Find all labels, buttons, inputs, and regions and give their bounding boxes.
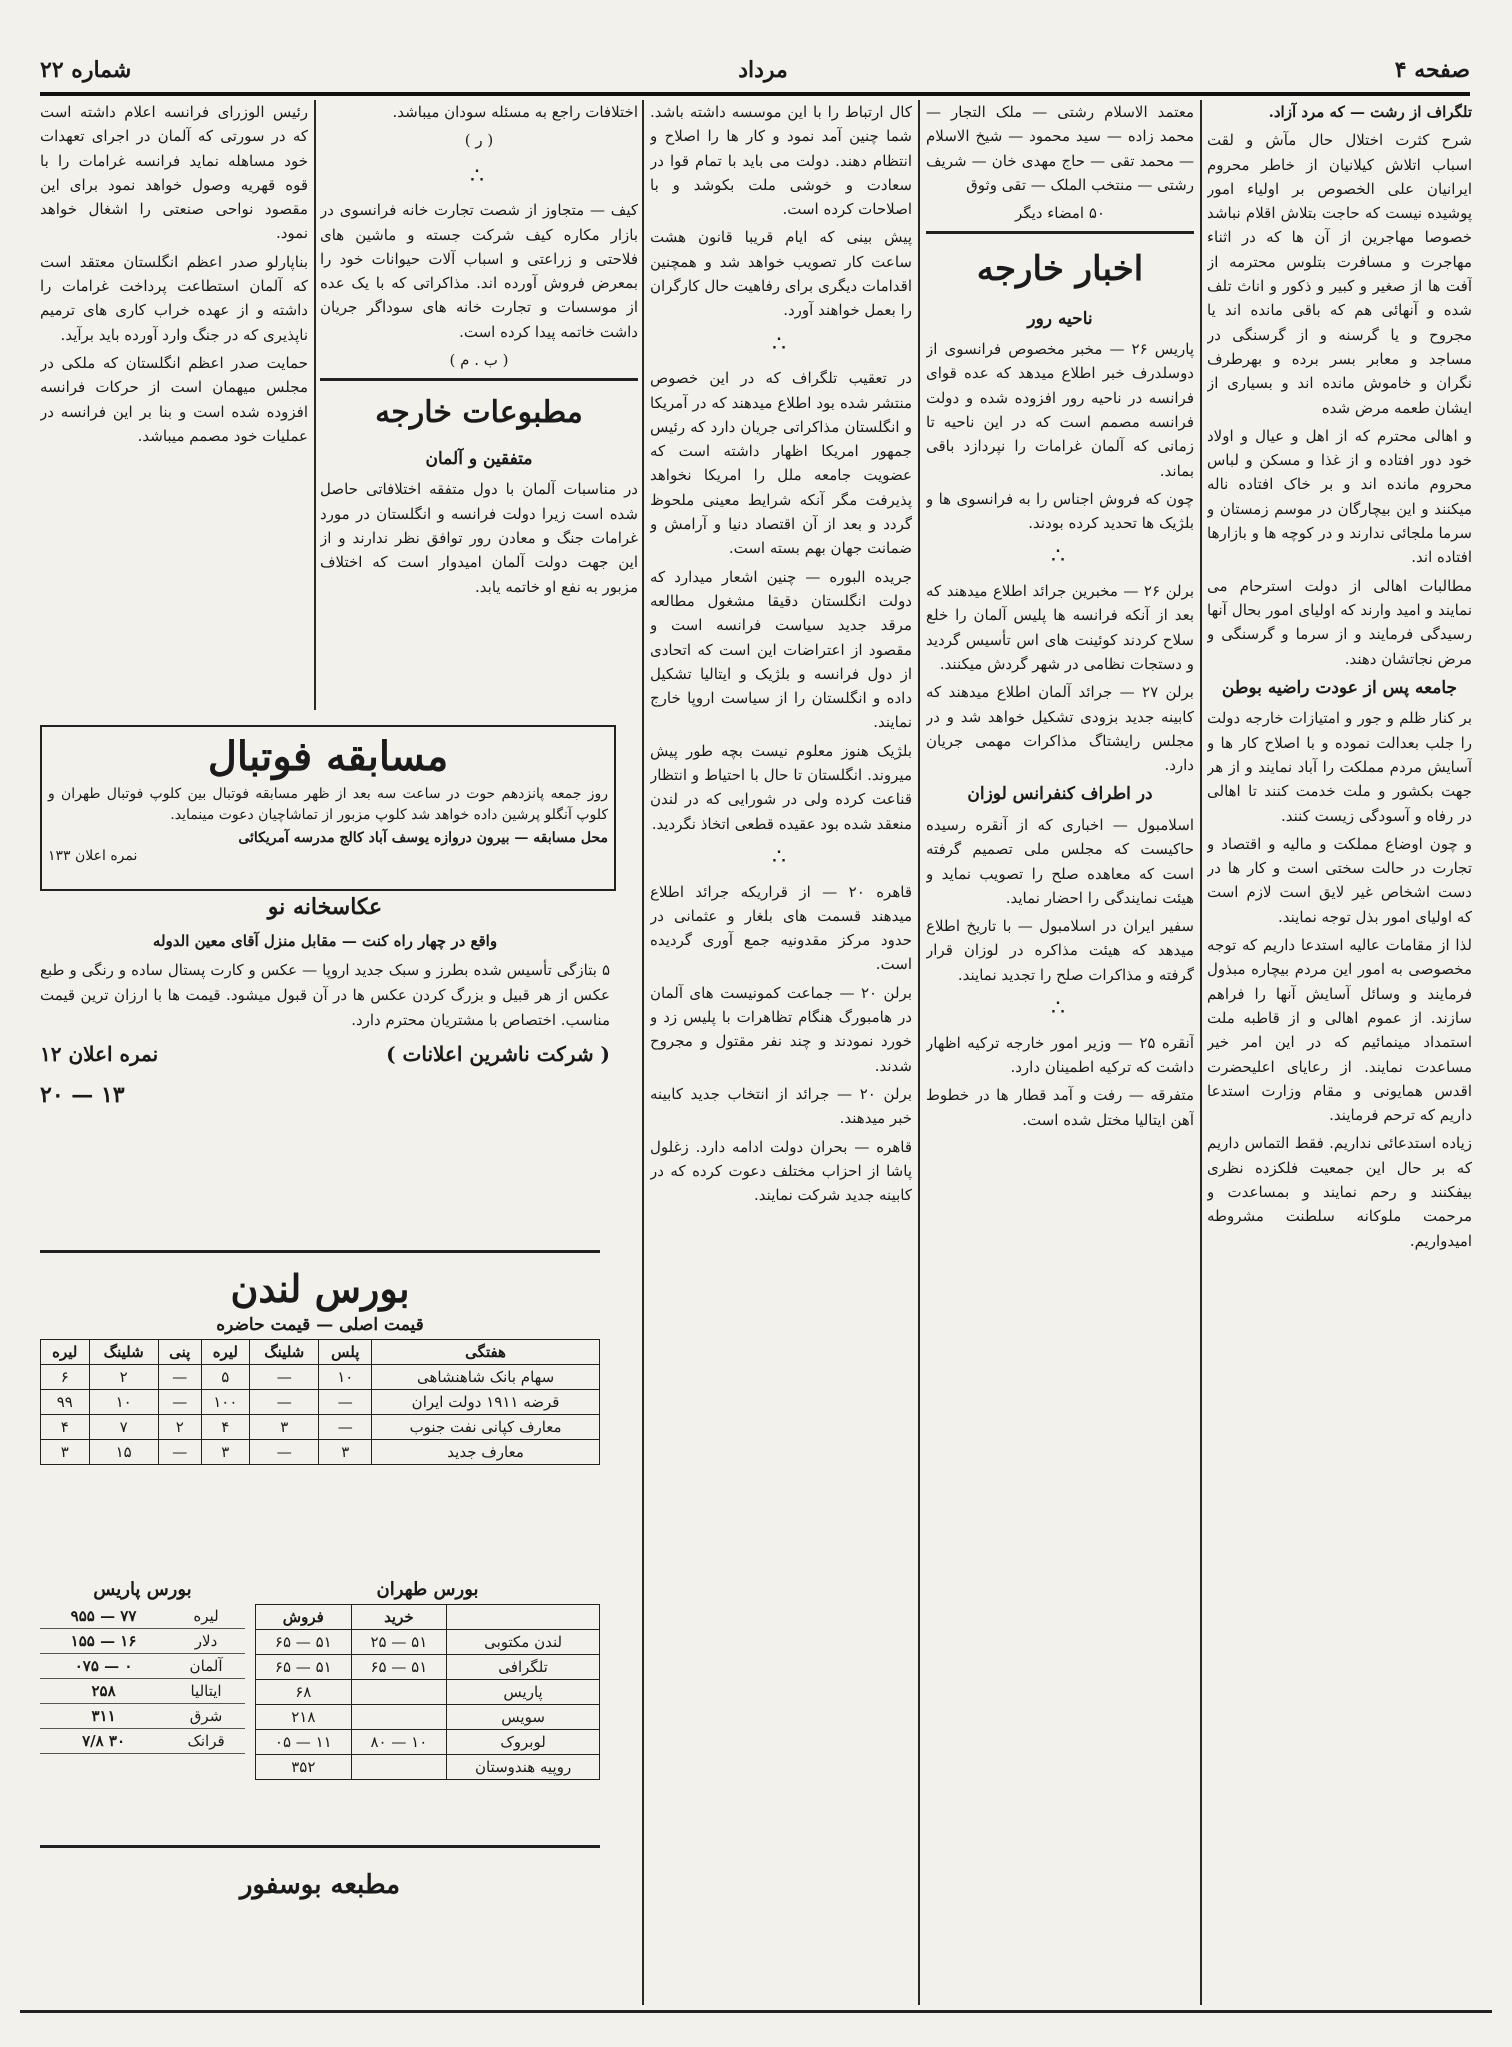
page-date: مرداد [738, 57, 788, 83]
col1-subhead: جامعه پس از عودت راضیه بوطن [1221, 677, 1458, 698]
table-cell: — [158, 1365, 201, 1390]
col2-paragraph: چون که فروش اجناس را به فرانسوی ها و بلژیک ها تحدید کرده بودند. [926, 489, 1194, 533]
header-cell: شلینگ [89, 1340, 158, 1365]
column-divider [918, 100, 920, 2005]
table-cell: ۳ [41, 1440, 90, 1465]
col2-paragraph: متفرقه — رفت و آمد قطار ها در خطوط آهن ایتالیا مختل شده است. [926, 1086, 1194, 1129]
page-label: صفحه ۴ [1394, 57, 1470, 83]
table-cell: ۳۵۲ [256, 1755, 352, 1780]
table-cell: ۵۱ — ۶۵ [256, 1655, 352, 1680]
table-cell: لیره [167, 1604, 245, 1629]
column-2 [926, 100, 1194, 2000]
header-cell: لیره [201, 1340, 249, 1365]
separator-dots: ∴ [1051, 996, 1069, 1022]
table-cell: آلمان [167, 1654, 245, 1679]
table-row [41, 1440, 600, 1465]
table-cell: — [250, 1390, 319, 1415]
football-ad-number: نمره اعلان ۱۳۳ [48, 848, 138, 864]
col2-paragraph: برلن ۲۶ — مخبرین جرائد اطلاع میدهند که بعد از آنکه فرانسه ها پلیس آلمان را خلع سلاح کردند کوئینت های اس تأسیس گردید و دستجات نظامی در شهر گردش میکنند. [926, 582, 1194, 673]
column-divider [314, 100, 316, 710]
col1-lead: تلگراف از رشت — که مرد آزاد. [1268, 103, 1472, 121]
table-row [256, 1755, 600, 1780]
table-cell: سویس [447, 1705, 600, 1730]
photo-ad-footer [40, 1038, 610, 1071]
col2-names: معتمد الاسلام رشتی — ملک التجار — محمد زاده — سید محمود — شیخ الاسلام — محمد تقی — حاج مهدی خان — شریف رشتی — منتخب الملک — تقی وثوق [926, 103, 1194, 194]
paris-bourse-table [40, 1604, 245, 1754]
separator-dots: ∴ [772, 331, 790, 357]
ruhr-subtitle: ناحیه رور [1027, 308, 1093, 329]
football-ad [40, 725, 616, 891]
table-cell: ۶ [41, 1365, 90, 1390]
page-header [40, 52, 1470, 88]
col3-paragraph: قاهره — بحران دولت ادامه دارد. زغلول پاشا از احزاب مختلف دعوت کرده که در کابینه جدید شرکت نمایند. [650, 1137, 912, 1205]
table-header-row [41, 1340, 600, 1365]
col3-paragraph: برلن ۲۰ — جماعت کمونیست های آلمان در هامبورگ هنگام تظاهرات با پلیس زد و خورد نمودند و چند نفر مقتول و مجروح شدند. [650, 983, 912, 1075]
table-cell: ۲ [89, 1365, 158, 1390]
table-cell: ۱۶ — ۱۵۵ [40, 1629, 167, 1654]
paris-bourse-title: بورس پاریس [93, 1579, 192, 1600]
table-cell: — [158, 1440, 201, 1465]
photo-studio-ad [40, 885, 610, 1245]
table-cell: ۵ [201, 1365, 249, 1390]
col3-paragraph: قاهره ۲۰ — از قراریکه جرائد اطلاع میدهند قسمت های بلغار و عثمانی در حدود مرکز مقدونیه جمع آوری گردیده است. [650, 882, 912, 974]
col3-paragraph: بلژیک هنوز معلوم نیست بچه طور پیش میروند. انگلستان تا حال با احتیاط و انتظار قناعت کرده ولی در شورایی که در لندن منعقد شده بود عقیده قطعی اتخاذ نگردید. [650, 741, 912, 833]
table-cell: ۶۸ [256, 1680, 352, 1705]
col2-paragraph: آنقره ۲۵ — وزیر امور خارجه ترکیه اظهار داشت که ترکیه اطمینان دارد. [926, 1033, 1194, 1076]
table-row [41, 1365, 600, 1390]
printer-imprint: مطبعه بوسفور [239, 1870, 401, 1900]
table-cell: دلار [167, 1629, 245, 1654]
table-row [256, 1655, 600, 1680]
table-cell: ۵۱ — ۶۵ [256, 1630, 352, 1655]
london-bourse-subtitle: قیمت اصلی — قیمت حاضره [216, 1315, 424, 1335]
table-row [256, 1630, 600, 1655]
ad-code: ۱۳ — ۲۰ [40, 1082, 125, 1109]
table-cell: ۱۰ [89, 1390, 158, 1415]
header-cell [447, 1605, 600, 1630]
table-cell: — [250, 1440, 319, 1465]
lausanne-subhead: در اطراف کنفرانس لوزان [967, 784, 1153, 805]
allies-germany-subhead: متفقین و آلمان [425, 448, 533, 469]
col2-paragraph: سفیر ایران در اسلامبول — با تاریخ اطلاع میدهد که هیئت مذاکره در لوزان قرار گرفته و مذاکرات صلح را تجدید نمایند. [926, 917, 1194, 984]
table-cell: ۲۵۸ [40, 1679, 167, 1704]
col4-signature: ( ب . م ) [449, 351, 509, 369]
table-cell: ۲۱۸ [256, 1705, 352, 1730]
table-row [40, 1729, 245, 1754]
table-cell: ۷ [89, 1415, 158, 1440]
header-cell: هفتگی [372, 1340, 600, 1365]
photo-ad-number: نمره اعلان ۱۲ [40, 1042, 159, 1067]
separator-dots: ∴ [772, 844, 790, 870]
header-rule [40, 92, 1470, 96]
table-row [41, 1390, 600, 1415]
col1-paragraph: و اهالی محترم که از اهل و عیال و اولاد خود دور افتاده و از غذا و مسکن و لباس محروم مانده اند و بر خاک افتاده ناله میکنند و این بیچارگان در موسم زمستان و سرما ملجائی ندارند و در کوچه ها و بازارها افتاده اند. [1207, 426, 1472, 567]
tehran-bourse-title: بورس طهران [376, 1579, 479, 1600]
table-cell: ۲ [158, 1415, 201, 1440]
table-cell: سهام بانک شاهنشاهی [372, 1365, 600, 1390]
table-cell: ۱۰۰ [201, 1390, 249, 1415]
col3-paragraph: برلن ۲۰ — جرائد از انتخاب جدید کابینه خبر میدهند. [650, 1084, 912, 1128]
section-rule [40, 1250, 600, 1253]
table-cell: معارف جدید [372, 1440, 600, 1465]
col2-paragraph: برلن ۲۷ — جرائد آلمان اطلاع میدهند که کابینه جدید بزودی تشکیل خواهد شد و در مجلس رایشتاگ مذاکرات مهمی جریان دارد. [926, 683, 1194, 775]
table-cell: — [250, 1365, 319, 1390]
foreign-news-title: اخبار خارجه [976, 249, 1144, 290]
table-row [40, 1604, 245, 1629]
london-bourse-title: بورس لندن [230, 1266, 410, 1311]
col1-paragraph: لذا از مقامات عالیه استدعا داریم که توجه مخصوصی به امور این مردم بیچاره مبذول فرمایند و وسائل آسایش آنها را فراهم سازند. از عموم اهالی و از قاطبه ملت استمداد مینمائیم که در این امر خیر مساعدت نمایند. از رعایای اعلیحضرت اقدس همایونی و مقام وزارت استدعا داریم که ترحم فرمایند. [1207, 936, 1472, 1125]
table-cell: پاریس [447, 1680, 600, 1705]
table-cell: قرانک [167, 1729, 245, 1754]
table-cell: قرضه ۱۹۱۱ دولت ایران [372, 1390, 600, 1415]
table-cell: شرق [167, 1704, 245, 1729]
issue-number: شماره ۲۲ [40, 57, 132, 83]
col2-signatures: ۵۰ امضاء دیگر [1015, 204, 1105, 223]
table-row [256, 1680, 600, 1705]
table-cell: ۱۰ [319, 1365, 372, 1390]
column-1 [1207, 100, 1472, 2000]
section-rule [40, 1845, 600, 1848]
table-row [256, 1730, 600, 1755]
col3-paragraph: پیش بینی که ایام قریبا قانون هشت ساعت کار تصویب خواهد شد و همچنین اقدامات دیگری برای رفاهیت حال کارگران را بعمل خواهند آورد. [650, 228, 912, 320]
col4-top-text: اختلافات راجع به مسئله سودان میباشد. [392, 103, 638, 121]
col3-paragraph: در تعقیب تلگراف که در این خصوص منتشر شده بود اطلاع میدهند که در آمریکا و انگلستان مذاکراتی جریان دارد که رئیس جمهور امریکا اظهار داشته است که عضویت جامعه ملل را امریکا نخواهد پذیرفت مگر آنکه شرایط معینی ملحوظ گردد و بعد از آن اقتصاد دنیا و آرامش و ضمانت جهان بهم بسته است. [650, 369, 912, 558]
header-cell: لیره [41, 1340, 90, 1365]
table-cell: ۳۱۱ [40, 1704, 167, 1729]
column-divider [642, 100, 644, 2005]
col1-paragraph: بر کنار ظلم و جور و امتیازات خارجه دولت را جلب بعدالت نموده و با اصلاح کار ها و آسایش مردم مملکت را آباد نمایند و از هر جهت بکشور و ملت خدمت کنند تا اهالی در رفاه و آسودگی زیست کنند. [1207, 709, 1472, 825]
football-title: مسابقه فوتبال [207, 733, 449, 780]
header-cell: فروش [256, 1605, 352, 1630]
table-row [40, 1629, 245, 1654]
table-row [256, 1705, 600, 1730]
column-4 [320, 100, 638, 710]
table-cell: ۵۱ — ۶۵ [351, 1655, 447, 1680]
table-cell: ۵۱ — ۲۵ [351, 1630, 447, 1655]
photo-studio-title: عکاسخانه نو [267, 894, 383, 920]
col3-paragraph: جریده البوره — چنین اشعار میدارد که دولت انگلستان دقیقا مشغول مطالعه مرقد جدید سیاست فرانسه است و مقصود از اعتراضات این است که اتحادی از دول فرانسه و بلژیک و ایتالیا تشکیل داده و انگلستان را از سیاست اروپا خارج نمایند. [650, 567, 912, 732]
table-row [41, 1415, 600, 1440]
column-divider [1200, 100, 1202, 2005]
table-cell: معارف کپانی نفت جنوب [372, 1415, 600, 1440]
table-cell: ۱۱ — ۰۵ [256, 1730, 352, 1755]
photo-studio-address: واقع در چهار راه کنت — مقابل منزل آقای معین الدوله [152, 932, 498, 951]
paris-bourse [40, 1575, 245, 1825]
footer-rule [20, 2010, 1492, 2013]
col1-paragraph: شرح کثرت اختلال حال مآش و لقت اسباب اتلاش کیلانیان از خاطر محروم ایرانیان علی الخصوص بر اولیاء امور پوشیده نیست که حاجت بتلاش اقلام نباشد خصوصا مهاجرین از آن ها که در اثناء مهاجرت و مسافرت بتلوس محترمه از آفت ها از صغیر و کبیر و ذکور و اناث تلف شده و آنهائی هم که باقی مانده اند یا مجروح و یا گرسنه و از گرسنگی در مساجد و معابر بسر برده و بهرطرف نگران و خاموش مانده اند و بسیاری از ایشان طعمه مرض شده [1207, 131, 1472, 417]
header-cell: پنی [158, 1340, 201, 1365]
col2-paragraph: اسلامبول — اخباری که از آنقره رسیده حاکیست که مجلس ملی تصمیم گرفته است که معاهده صلح را تصویب نماید و هیئت نمایندگی را احضار نماید. [926, 816, 1194, 907]
table-cell [351, 1755, 447, 1780]
column-3 [650, 100, 912, 2000]
table-cell: ۱۵ [89, 1440, 158, 1465]
table-row [40, 1654, 245, 1679]
col1-paragraph: مطالبات اهالی از دولت استرحام می نمایند و امید وارند که اولیای امور بحال آنها رسیدگی فرمایند و از سرما و گرسنگی و مرض نجاتشان دهند. [1207, 576, 1472, 668]
col2-paragraph: پاریس ۲۶ — مخبر مخصوص فرانسوی از دوسلدرف خبر اطلاع میدهد که عده قوای فرانسه در ناحیه رور افزوده شده و دولت فرانسه مصمم است که در این ناحیه تا زمانی که آلمان غرامات را نپردازد باقی بماند. [926, 340, 1194, 480]
table-cell [351, 1680, 447, 1705]
table-cell: ۳ [319, 1440, 372, 1465]
table-cell: — [319, 1415, 372, 1440]
table-cell: ۷۷ — ۹۵۵ [40, 1604, 167, 1629]
table-cell [351, 1705, 447, 1730]
col4-paragraph: در مناسبات آلمان با دول متفقه اختلافاتی حاصل شده است زیرا دولت فرانسه و انگلستان در مورد غرامات جنگ و معادن رور توافق نظر ندارند و از این جهت دولت آلمان امیدوار است که اختلاف مزبور به نفع او خاتمه یابد. [320, 480, 638, 596]
football-place: محل مسابقه — بیرون دروازه یوسف آباد کالج مدرسه آمریکائی [238, 830, 608, 846]
column-5: رئیس الوزرای فرانسه اعلام داشته است که در سورتی که آلمان در اجرای تعهدات خود مساهله نماید فرانسه غرامات را با قوه قهریه وصول خواهد نمود برای این مقصود نواحی صنعتی را اشغال خواهد نمود. بناپارلو صدر اعظم انگلستان معتقد است که آلمان استطاعت پرداخت غرامات را داشته و از عهده خراب کاری های ترمیم ناپذیری که در جنگ وارد آورده باید برآید. حمایت صدر اعظم انگلستان که ملکی در مجلس میهمان است از حرکات فرانسه افزوده شده است و بنا بر این فرانسه در عملیات خود مصمم میباشد. [40, 103, 308, 445]
foreign-press-title: مطبوعات خارجه [375, 395, 583, 431]
separator-dots: ∴ [1051, 544, 1069, 570]
table-cell: ۴ [41, 1415, 90, 1440]
header-cell: پلس [319, 1340, 372, 1365]
separator-dots: ∴ [470, 163, 488, 189]
table-cell: ۳ [250, 1415, 319, 1440]
table-row [40, 1704, 245, 1729]
col3-paragraph: کال ارتباط را با این موسسه داشته باشد. شما چنین آمد نمود و کار ها را اصلاح و انتظام دهند. دولت می باید با تمام قوا در سعادت و خوشی ملت بکوشد و با اصلاحات کرده است. [650, 103, 912, 219]
table-cell: ۴ [201, 1415, 249, 1440]
table-row [40, 1679, 245, 1704]
tehran-bourse [255, 1575, 600, 1825]
table-cell: لندن مکتوبی [447, 1630, 600, 1655]
header-cell: خرید [351, 1605, 447, 1630]
photo-studio-body: ۵ بتازگی تأسیس شده بطرز و سبک جدید اروپا — عکس و کارت پستال ساده و رنگی و طبع عکس از هر قبیل و بزرگ کردن عکس ها در آن قبول میشود. قیمت ها با ارزان ترین قیمت مناسب. اختصاص با مشتریان محترم دارد. [40, 961, 610, 1029]
table-cell: ۱۰ — ۸۰ [351, 1730, 447, 1755]
table-cell: — [158, 1390, 201, 1415]
tehran-bourse-table [255, 1604, 600, 1780]
table-cell: ۹۹ [41, 1390, 90, 1415]
ad-company: ( شرکت ناشرین اعلانات ) [386, 1042, 610, 1067]
table-cell: روپیه هندوستان [447, 1755, 600, 1780]
header-cell: شلینگ [250, 1340, 319, 1365]
table-cell: ایتالیا [167, 1679, 245, 1704]
table-cell: — [319, 1390, 372, 1415]
col4-top-signature: ( ر ) [464, 131, 494, 150]
col1-paragraph: زیاده استدعائی نداریم. فقط التماس داریم که بر حال این جمعیت فلکزده نظری بیفکنند و رحم نمایند و بمساعدت و مرحمت ملوکانه سلطنت مشروطه امیدواریم. [1207, 1134, 1472, 1250]
london-bourse-table [40, 1339, 600, 1465]
table-header-row [256, 1605, 600, 1630]
table-cell: تلگرافی [447, 1655, 600, 1680]
section-rule [926, 231, 1194, 234]
london-bourse [40, 1262, 600, 1542]
table-cell: ۳۰ ۷/۸ [40, 1729, 167, 1754]
table-cell: ۰ — ۰۷۵ [40, 1654, 167, 1679]
table-cell: لوبروک [447, 1730, 600, 1755]
col4-paragraph: کیف — متجاوز از شصت تجارت خانه فرانسوی در بازار مکاره کیف شرکت جسته و ماشین های فلاحتی و زراعتی و اسباب آلات حیوانات خود را بمعرض فروش آورده اند. مذاکراتی که با یک عده از موسسات و تجارت خانه های سوداگر جریان داشت خاتمه پیدا کرده است. [320, 201, 638, 341]
table-cell: ۳ [201, 1440, 249, 1465]
football-body: روز جمعه پانزدهم حوت در ساعت سه بعد از ظهر مسابقه فوتبال بین کلوپ فوتبال طهران و کلوپ آنگلو پرشین داده خواهد شد کلوپ مزبور از تماشاچیان دعوت مینماید. [48, 786, 608, 823]
section-rule [320, 378, 638, 381]
col1-paragraph: و چون اوضاع مملکت و مالیه و اقتصاد و تجارت در حالت سختی است و کار ها در دست اشخاص غیر لایق است لازم است که اولیای امور بذل توجه نمایند. [1207, 834, 1472, 926]
